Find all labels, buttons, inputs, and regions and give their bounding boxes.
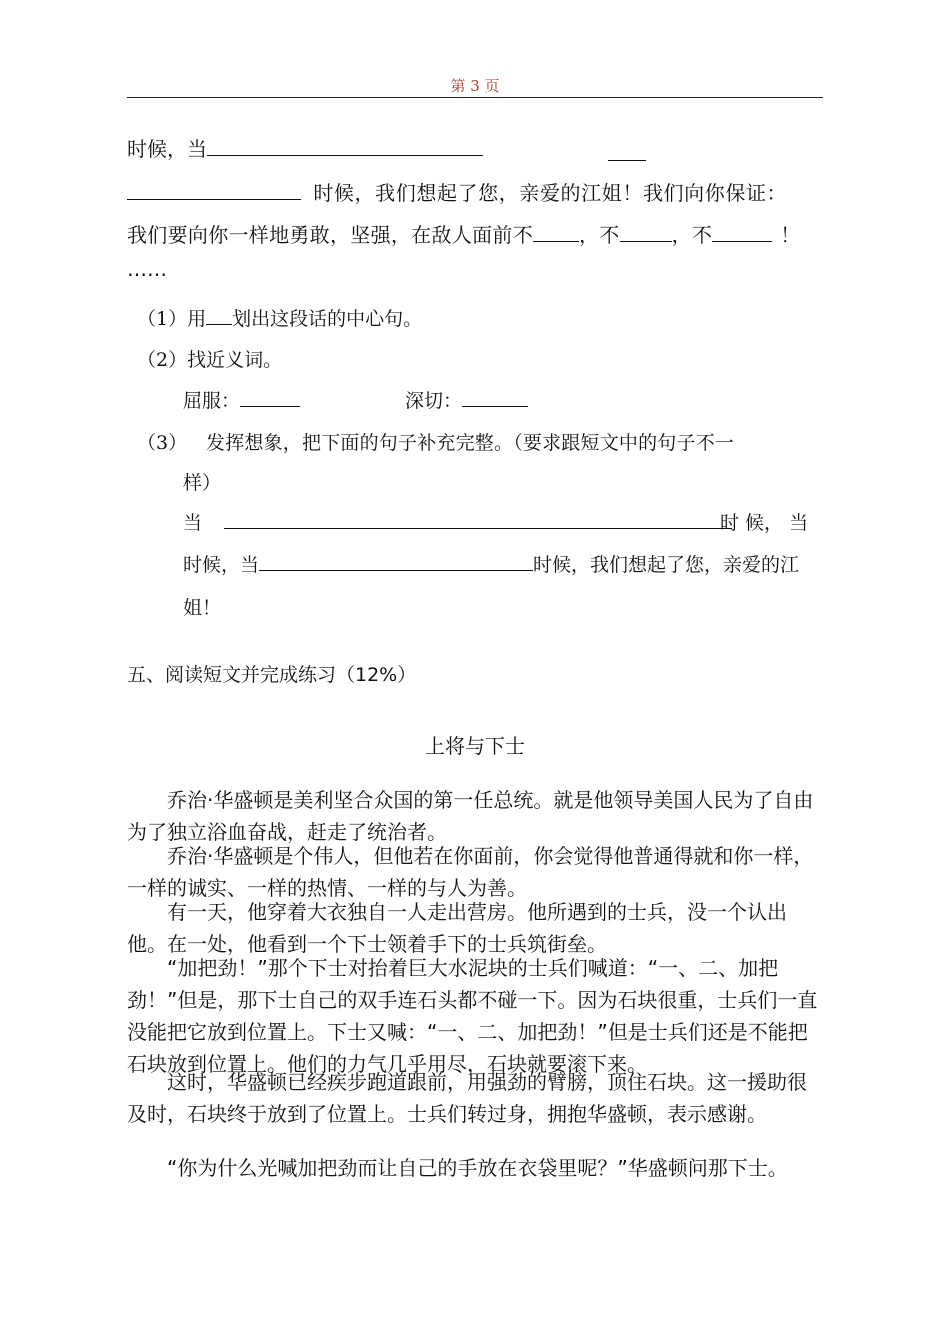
article-paragraph: “你为什么光喊加把劲而让自己的手放在衣袋里呢？”华盛顿问那下士。 [167,1156,788,1180]
article-paragraph: 这时，华盛顿已经疾步跑道跟前，用强劲的臂膀，顶住石块。这一援助很及时，石块终于放到了位置上。士兵们转过身，拥抱华盛顿，表示感谢。 [127,1070,807,1126]
passage-line-2 [127,177,787,206]
fill-blank[interactable] [712,221,772,242]
article-paragraph: “加把劲！”那个下士对抬着巨大水泥块的士兵们喊道：“一、二、加把劲！”但是，那下士自己的双手连石头都不碰一下。因为石块很重，士兵们一直没能把它放到位置上。下士又喊：“一、二、加把劲！”但是士兵们还是不能把石块放到位置上。他们的力气几乎用尽，石块就要滚下来。 [127,956,818,1076]
fill-blank[interactable] [533,221,579,242]
passage-text: 时候，当 [127,137,207,161]
passage-text: 我们要向你一样地勇敢，坚强，在敌人面前不 [127,223,533,247]
passage-line-4: …… [127,257,167,281]
article-paragraph: 有一天，他穿着大衣独自一人走出营房。他所遇到的士兵，没一个认出他。在一处，他看到一个下士领着手下的士兵筑街垒。 [127,900,787,956]
fill-blank[interactable] [608,140,646,161]
fill-blank[interactable] [224,509,732,529]
fill-blank[interactable] [240,387,300,407]
article-paragraph: 乔治·华盛顿是个伟人，但他若在你面前，你会觉得他普通得就和你一样，一样的诚实、一样的热情、一样的与人为善。 [127,844,814,900]
header-divider [127,97,823,98]
fill-blank[interactable] [462,387,528,407]
question-3-line-2: 时候，当 时候，我们想起了您，亲爱的江 [183,550,799,577]
article-title: 上将与下士 [425,734,525,758]
page-number-label: 第 3 页 [450,77,500,95]
question-3-line-3: 姐！ [183,597,222,619]
question-2: （2）找近义词。 [137,349,283,371]
section-heading: 五、阅读短文并完成练习（12%） [127,664,417,686]
passage-text: ，不 [579,223,620,247]
passage-line-3 [127,219,801,248]
fill-blank[interactable] [620,221,672,242]
synonym-2: 深切： [405,386,528,413]
question-3-text: 发挥想象，把下面的句子补充完整。（要求跟短文中的句子不一 [206,432,735,454]
passage-text: ！ [780,223,801,247]
article-paragraph: 乔治·华盛顿是美利坚合众国的第一任总统。就是他领导美国人民为了自由为了独立浴血奋战，赶走了统治者。 [127,788,814,844]
fill-blank[interactable] [259,551,533,571]
fill-blank[interactable] [206,305,232,325]
question-3-text-cont: 样） [183,472,222,494]
passage-text: 时候，我们想起了您，亲爱的江姐！我们向你保证： [313,181,788,205]
passage-line-1 [127,133,483,162]
fill-blank[interactable] [207,135,483,156]
question-3-number: （3） [137,432,188,454]
question-3-line-1-end: 时 候， 当 [720,512,809,534]
passage-text: ，不 [671,223,713,247]
question-3-line-1: 当 [183,508,732,535]
fill-blank[interactable] [127,179,301,200]
question-1: （1）用 划出这段话的中心句。 [137,304,422,331]
synonym-1: 屈服： [183,386,300,413]
